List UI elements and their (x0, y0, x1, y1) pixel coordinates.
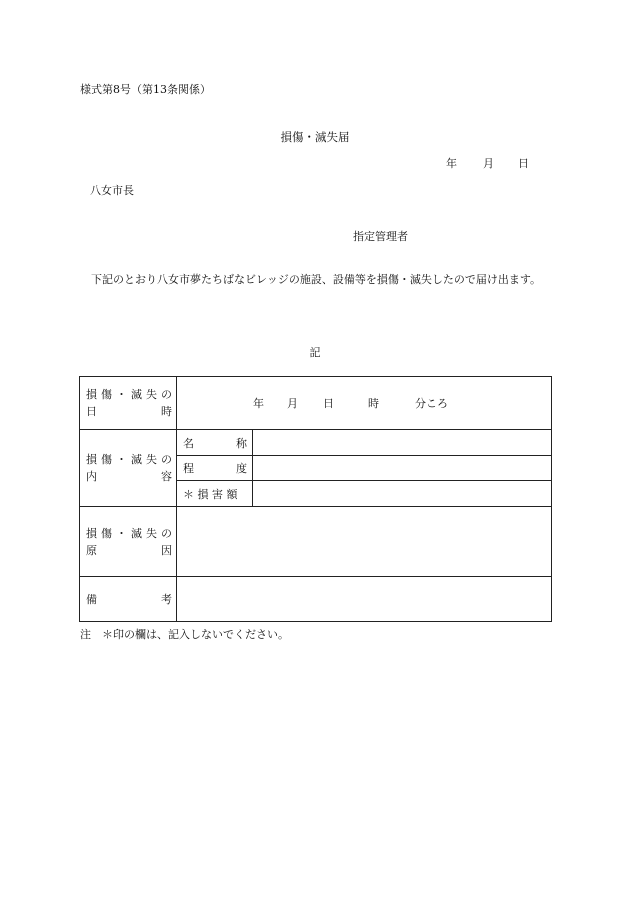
datetime-minute: 分ころ (415, 397, 448, 410)
datetime-month: 月 (287, 397, 298, 410)
content-label: 損傷・滅失の 内 容 (80, 430, 177, 507)
datetime-year: 年 (253, 397, 264, 410)
ki-heading: 記 (309, 346, 321, 359)
remarks-field[interactable] (177, 577, 552, 622)
damage-amount-label: ＊ 損 害 額 (177, 481, 253, 507)
remarks-label: 備 考 (80, 577, 177, 622)
datetime-hour: 時 (368, 397, 379, 410)
datetime-row (80, 377, 552, 430)
cause-label: 損傷・滅失の 原 因 (80, 507, 177, 577)
form-number: 様式第8号（第13条関係） (80, 83, 211, 96)
degree-field[interactable] (253, 456, 552, 481)
datetime-label: 損傷・滅失の 日 時 (80, 377, 177, 430)
date-day-label: 日 (518, 157, 529, 170)
date-line (446, 155, 529, 171)
body-text: 下記のとおり八女市夢たちばなビレッジの施設、設備等を損傷・滅失したので届け出ます。 (91, 273, 542, 286)
date-month-label: 月 (483, 157, 494, 170)
report-table (79, 376, 552, 622)
addressee: 八女市長 (90, 184, 134, 197)
name-field[interactable] (253, 430, 552, 456)
applicant-label: 指定管理者 (353, 230, 408, 243)
remarks-row (80, 577, 552, 622)
cause-field[interactable] (177, 507, 552, 577)
damage-amount-field[interactable] (253, 481, 552, 507)
name-row (80, 430, 552, 456)
datetime-day: 日 (323, 397, 334, 410)
date-year-label: 年 (446, 157, 457, 170)
footer-note: 注 ＊印の欄は、記入しないでください。 (80, 628, 289, 641)
cause-row (80, 507, 552, 577)
document-title: 損傷・滅失届 (280, 130, 350, 144)
name-label: 名 称 (177, 430, 253, 456)
degree-label: 程 度 (177, 456, 253, 481)
datetime-value-cell[interactable] (177, 377, 552, 430)
